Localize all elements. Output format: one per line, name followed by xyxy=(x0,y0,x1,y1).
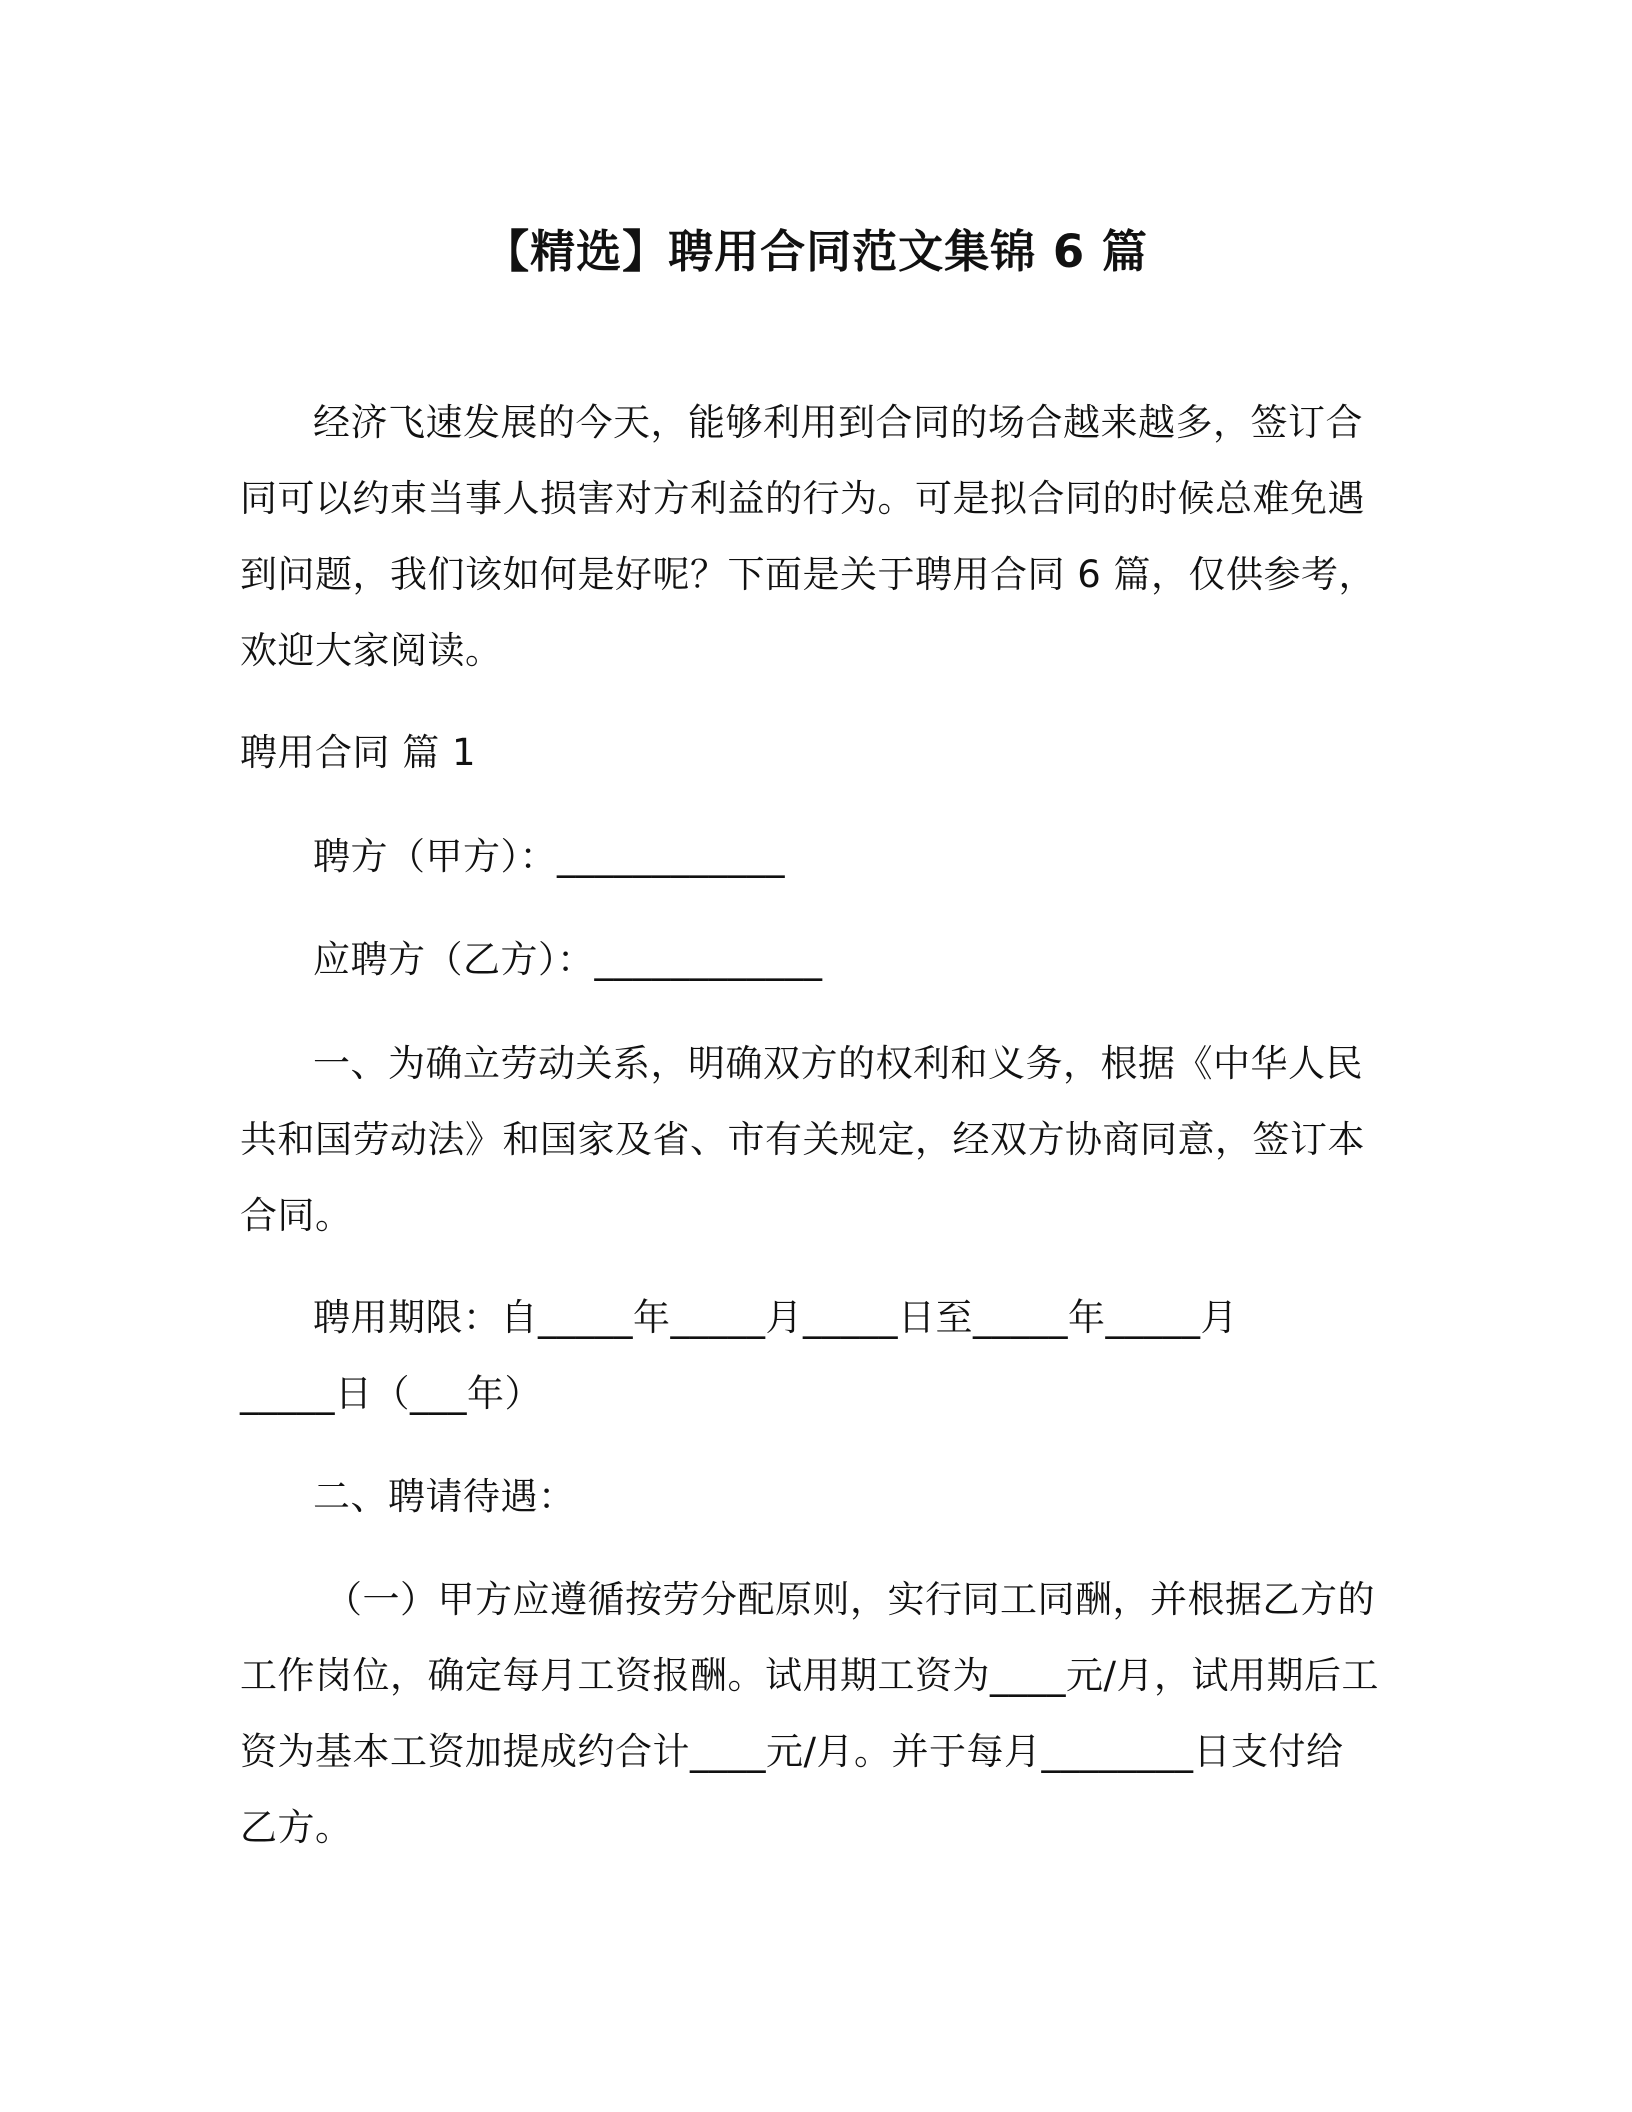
clause1-line-3: 合同。 xyxy=(240,1194,353,1237)
intro-line-3: 到问题，我们该如何是好呢？下面是关于聘用合同 6 篇，仅供参考， xyxy=(240,553,1377,596)
term-line-2: _____日（___年） xyxy=(240,1372,542,1415)
party-a-line: 聘方（甲方）：____________ xyxy=(313,835,785,878)
intro-line-2: 同可以约束当事人损害对方利益的行为。可是拟合同的时候总难免遇 xyxy=(240,477,1365,520)
clause2-heading: 二、聘请待遇： xyxy=(313,1475,576,1518)
clause2-1-line-2: 工作岗位，确定每月工资报酬。试用期工资为____元/月，试用期后工 xyxy=(240,1654,1379,1697)
intro-line-4: 欢迎大家阅读。 xyxy=(240,629,503,672)
clause2-1-line-1: （一）甲方应遵循按劳分配原则，实行同工同酬，并根据乙方的 xyxy=(325,1578,1375,1621)
term-line-1: 聘用期限：自_____年_____月_____日至_____年_____月 xyxy=(313,1296,1238,1339)
party-b-line: 应聘方（乙方）：____________ xyxy=(313,938,823,981)
document-title: 【精选】聘用合同范文集锦 6 篇 xyxy=(484,225,1148,278)
clause1-line-2: 共和国劳动法》和国家及省、市有关规定，经双方协商同意，签订本 xyxy=(240,1118,1365,1161)
clause2-1-line-4: 乙方。 xyxy=(240,1806,353,1849)
intro-line-1: 经济飞速发展的今天，能够利用到合同的场合越来越多，签订合 xyxy=(313,401,1363,444)
clause2-1-line-3: 资为基本工资加提成约合计____元/月。并于每月________日支付给 xyxy=(240,1730,1344,1773)
clause1-line-1: 一、为确立劳动关系，明确双方的权利和义务，根据《中华人民 xyxy=(313,1042,1363,1085)
section-heading: 聘用合同 篇 1 xyxy=(240,731,477,774)
